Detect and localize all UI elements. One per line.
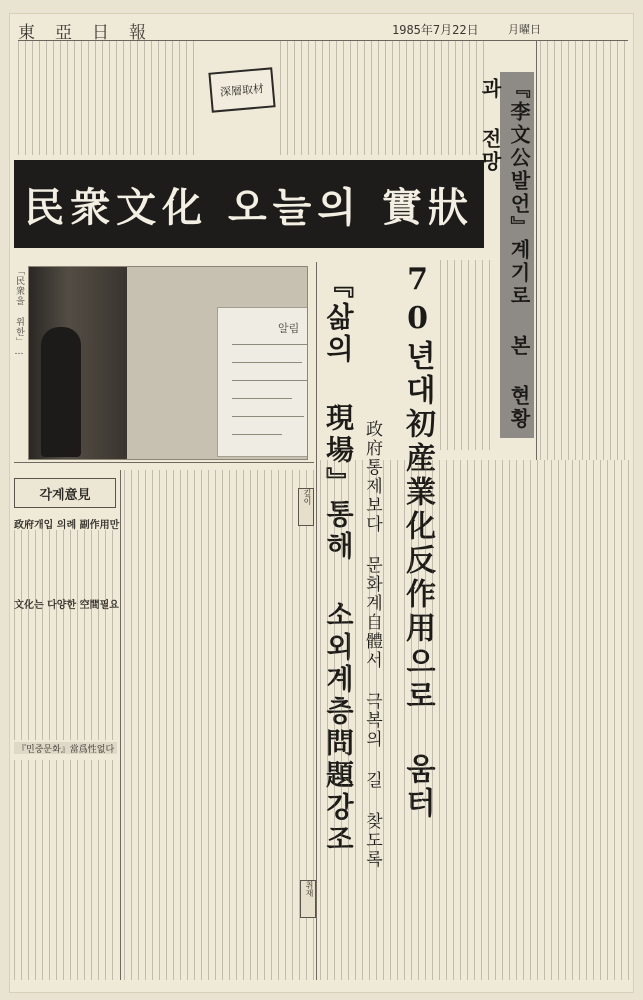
section-rule (14, 462, 314, 463)
notice-line (232, 380, 308, 381)
section-tag: 취재 (300, 880, 316, 918)
column-rule (536, 40, 537, 460)
kicker-headline: 『李文公발언』계기로 본 현황과 전망 (500, 72, 534, 438)
opinion-text-block (14, 760, 114, 980)
headline-sub: 政府통제보다 문화계自體서 극복의 길 찾도록 (362, 420, 382, 869)
publication-day: 月曜日 (508, 23, 541, 36)
article-text-block (280, 40, 490, 155)
notice-line (232, 434, 282, 435)
publication-date: 1985年7月22日 (392, 23, 479, 37)
section-tag: 깊이 (298, 488, 314, 526)
newspaper-name: 東亞日報 (18, 23, 166, 43)
series-label: 深層取材 (208, 67, 275, 112)
opinions-box-title: 각계意見 (14, 478, 116, 508)
article-text-block (18, 40, 198, 155)
article-text-block (540, 40, 630, 460)
article-text-block (124, 470, 314, 980)
headline-main: 70년대初産業化反作用으로 움터 (400, 262, 435, 821)
column-rule (316, 262, 317, 980)
photo-caption: 「民衆을 위한」… (14, 266, 24, 358)
article-photo (28, 266, 308, 460)
notice-line (232, 344, 308, 345)
photo-person (41, 327, 81, 457)
masthead (18, 18, 628, 41)
notice-title: 알림 (278, 322, 300, 335)
opinion-heading: 『민중문화』當爲性없다 (14, 742, 117, 754)
notice-line (232, 362, 302, 363)
opinion-heading: 政府개입 의례 副作用만 (14, 520, 120, 531)
headline-big: 『삶의 現場』통해 소외계층問題강조 (322, 270, 355, 856)
opinion-heading: 文化는 다양한 空間필요 (14, 600, 119, 611)
opinion-text-block (14, 530, 114, 740)
article-text-block (440, 260, 495, 450)
banner-title: 民衆文化 오늘의 實狀 (14, 160, 484, 248)
photo-notice-board (217, 307, 308, 457)
notice-line (232, 416, 304, 417)
column-rule (120, 470, 121, 980)
notice-line (232, 398, 292, 399)
article-text-block (320, 460, 630, 980)
